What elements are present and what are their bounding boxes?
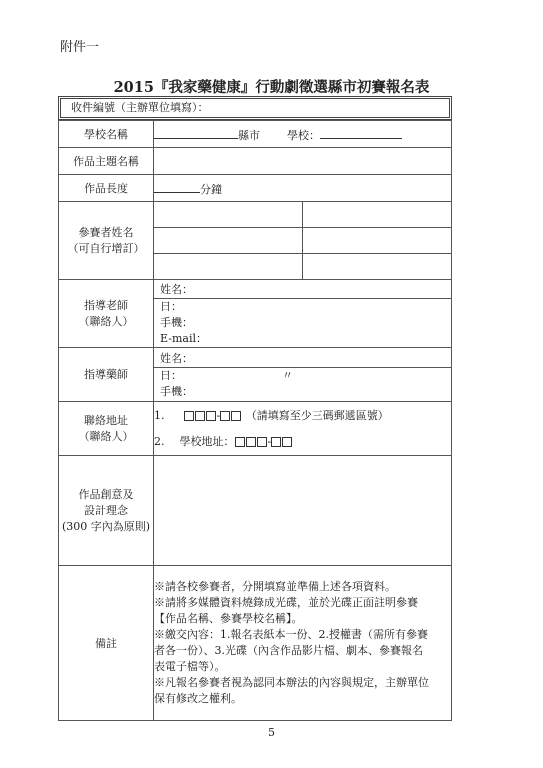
address-fields[interactable]	[154, 402, 452, 456]
school-label: 學校名稱	[59, 121, 154, 148]
pharmacist-name-field[interactable]: 姓名：	[154, 350, 451, 368]
concept-field[interactable]	[154, 456, 452, 566]
teacher-name-field[interactable]: 姓名：	[154, 281, 451, 299]
teacher-phone-day-field[interactable]: 日：	[160, 299, 182, 313]
contestant-cell[interactable]	[303, 228, 452, 254]
teacher-fields	[154, 280, 452, 348]
remark-line: 者各一份）、3.光碟（內含作品影片檔、劇本、參賽報名	[154, 644, 423, 657]
remark-line: ※繳交內容：1.報名表紙本一份、2.授權書（需所有參賽	[154, 628, 428, 641]
work-title-label: 作品主題名稱	[59, 148, 154, 175]
school-address-line[interactable]: 2. 學校地址： -	[154, 434, 451, 450]
teacher-mobile-field[interactable]: 手機：	[160, 315, 193, 329]
school-field[interactable]	[154, 121, 452, 148]
contestant-cell[interactable]	[303, 202, 452, 228]
contestants-grid	[154, 202, 452, 280]
pharmacist-phone-day-field[interactable]: 日： 〃	[160, 368, 293, 382]
address-label: 聯絡地址 （聯絡人）	[59, 402, 154, 456]
page-number: 5	[268, 726, 275, 739]
zip-note: （請填寫至少三碼郵遞區號）	[245, 408, 389, 422]
receipt-number-field[interactable]: 收件編號（主辦單位填寫）：	[58, 96, 452, 120]
minutes-blank[interactable]	[154, 180, 200, 193]
ditto-mark: 〃	[282, 368, 293, 382]
remark-line: 表電子檔等）。	[154, 660, 226, 673]
contact-address-line[interactable]: 1. - （請填寫至少三碼郵遞區號）	[154, 408, 389, 422]
pharmacist-fields	[154, 348, 452, 402]
remark-line: ※凡報名參賽者視為認同本辦法的內容與規定，主辦單位	[154, 676, 429, 689]
remark-line: ※請將多媒體資料燒錄成光碟，並於光碟正面註明參賽	[154, 596, 418, 609]
school-label-inline: 學校：	[287, 128, 320, 142]
contestant-cell[interactable]	[303, 254, 452, 280]
county-suffix: 縣市	[238, 128, 260, 142]
form-title: 2015『我家藥健康』行動劇徵選縣市初賽報名表	[113, 79, 430, 96]
contestant-cell[interactable]	[154, 228, 303, 254]
remark-line: 【作品名稱、參賽學校名稱】。	[154, 612, 303, 625]
remarks-label: 備註	[59, 566, 154, 721]
contestant-cell[interactable]	[154, 202, 303, 228]
teacher-label: 指導老師 （聯絡人）	[59, 280, 154, 348]
pharmacist-label: 指導藥師	[59, 348, 154, 402]
teacher-email-field[interactable]: E-mail：	[160, 331, 207, 345]
minutes-unit: 分鐘	[200, 182, 222, 196]
work-length-field[interactable]	[154, 175, 452, 202]
remark-line: 保有修改之權利。	[154, 692, 242, 705]
work-length-label: 作品長度	[59, 175, 154, 202]
county-blank[interactable]	[154, 126, 238, 139]
registration-form	[58, 120, 452, 721]
concept-label: 作品創意及 設計理念 (300 字內為原則)	[59, 456, 154, 566]
pharmacist-mobile-field[interactable]: 手機：	[160, 384, 193, 398]
remarks-notes	[154, 566, 452, 721]
remark-line: ※請各校參賽者，分開填寫並準備上述各項資料。	[154, 580, 396, 593]
work-title-field[interactable]	[154, 148, 452, 175]
attachment-label: 附件一	[60, 40, 100, 55]
contestant-cell[interactable]	[154, 254, 303, 280]
contestants-label: 參賽者姓名 （可自行增訂）	[59, 202, 154, 280]
school-blank[interactable]	[320, 126, 402, 139]
